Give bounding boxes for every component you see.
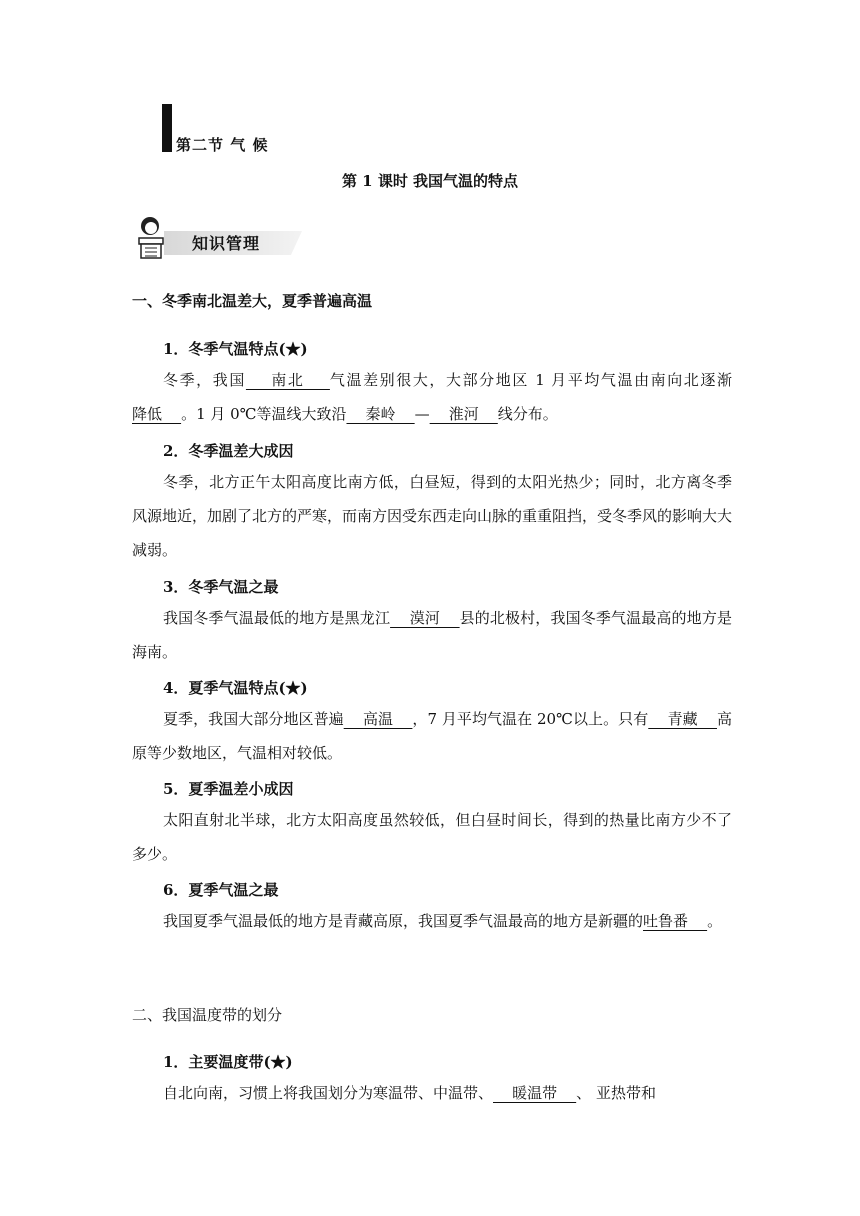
lesson-title: 第 1 课时 我国气温的特点 bbox=[341, 172, 519, 190]
text-segment: 、 亚热带和 bbox=[576, 1084, 656, 1102]
answer-blank: 青藏 bbox=[648, 710, 717, 728]
item-paragraph bbox=[132, 601, 732, 669]
text-segment: ，7 月平均气温在 20℃以上。只有 bbox=[412, 710, 649, 728]
answer-blank: 高温 bbox=[343, 710, 413, 728]
item-title: 6．夏季气温之最 bbox=[163, 881, 279, 899]
item-paragraph bbox=[132, 465, 732, 567]
text-segment: 县的北极村，我国冬季气温最高的地方是海南。 bbox=[132, 609, 732, 661]
student-reading-icon bbox=[132, 214, 172, 264]
item-title: 3．冬季气温之最 bbox=[163, 578, 279, 596]
answer-blank: 淮河 bbox=[429, 405, 498, 423]
part1-heading: 一、冬季南北温差大，夏季普遍高温 bbox=[132, 292, 373, 310]
text-segment: 。1 月 0℃等温线大致沿 bbox=[181, 405, 347, 423]
text-segment: 线分布。 bbox=[497, 405, 558, 423]
text-segment: 冬季，北方正午太阳高度比南方低，白昼短，得到的太阳光热少；同时，北方离冬季风源地近，加剧了北方的严寒，而南方因受东西走向山脉的重重阻挡，受冬季风的影响大大减弱。 bbox=[132, 473, 733, 559]
answer-blank: 南北 bbox=[245, 371, 330, 389]
item-paragraph bbox=[132, 904, 732, 938]
section-title: 第二节 气 候 bbox=[176, 136, 269, 154]
item-paragraph bbox=[132, 803, 732, 871]
item-title: 1．主要温度带(★) bbox=[163, 1053, 293, 1071]
answer-blank: 漠河 bbox=[390, 609, 460, 627]
answer-blank: 秦岭 bbox=[346, 405, 415, 423]
item-paragraph bbox=[132, 363, 732, 431]
text-segment: 气温差别很大，大部分地区 1 月平均气温由南向北逐渐 bbox=[329, 371, 732, 389]
answer-blank: 暖温带 bbox=[493, 1084, 577, 1102]
text-segment: 夏季，我国大部分地区普遍 bbox=[163, 710, 344, 728]
item-title: 4．夏季气温特点(★) bbox=[163, 679, 308, 697]
knowledge-banner bbox=[132, 214, 302, 264]
text-segment: 我国夏季气温最低的地方是青藏高原，我国夏季气温最高的地方是新疆的 bbox=[163, 912, 644, 930]
text-segment: 自北向南，习惯上将我国划分为寒温带、中温带、 bbox=[163, 1084, 494, 1102]
text-segment: 我国冬季气温最低的地方是黑龙江 bbox=[163, 609, 391, 627]
text-segment: — bbox=[414, 405, 430, 423]
item-title: 1．冬季气温特点(★) bbox=[163, 340, 308, 358]
banner-label: 知识管理 bbox=[192, 234, 261, 253]
text-segment: 冬季，我国 bbox=[163, 371, 246, 389]
section-marker-bar bbox=[162, 104, 172, 152]
part2-heading: 二、我国温度带的划分 bbox=[132, 1006, 283, 1024]
item-paragraph bbox=[132, 1076, 732, 1110]
text-segment: 太阳直射北半球，北方太阳高度虽然较低，但白昼时间长，得到的热量比南方少不了多少。 bbox=[132, 811, 732, 863]
item-title: 5．夏季温差小成因 bbox=[163, 780, 294, 798]
text-segment: 高原等少数地区，气温相对较低。 bbox=[132, 710, 732, 762]
item-paragraph bbox=[132, 702, 732, 770]
text-segment: 。 bbox=[707, 912, 723, 930]
item-title: 2．冬季温差大成因 bbox=[163, 442, 294, 460]
answer-blank: 降低 bbox=[132, 405, 182, 423]
answer-blank: 吐鲁番 bbox=[643, 912, 708, 930]
